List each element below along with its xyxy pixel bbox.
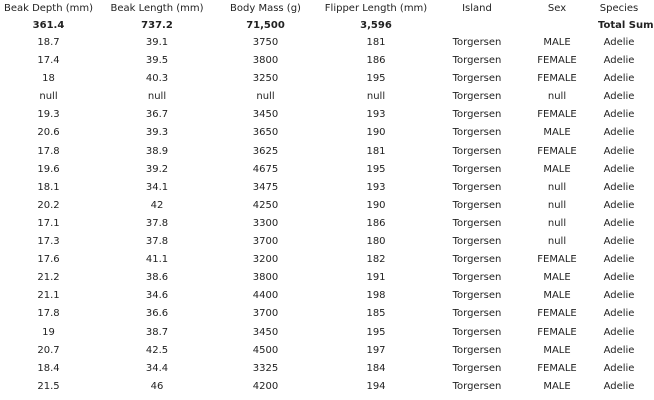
table-body: [0, 34, 640, 396]
cell-sex: MALE: [543, 163, 571, 175]
cell-sex: FEMALE: [537, 145, 577, 157]
cell-beak-depth: 17.8: [37, 145, 60, 157]
column-header-species[interactable]: Species: [599, 3, 639, 14]
cell-beak-length: 46: [150, 380, 164, 392]
table-row[interactable]: [0, 88, 640, 106]
cell-species: Adelie: [603, 145, 635, 157]
cell-island: Torgersen: [452, 181, 502, 193]
cell-body-mass: 4200: [252, 380, 279, 392]
cell-body-mass: 3625: [252, 145, 279, 157]
cell-island: Torgersen: [452, 37, 502, 48]
cell-beak-depth: 19.3: [37, 109, 60, 121]
cell-beak-length: 38.7: [145, 326, 169, 338]
table-row[interactable]: [0, 124, 640, 142]
cell-sex: null: [547, 91, 567, 103]
table-row[interactable]: [0, 143, 640, 161]
table-row[interactable]: [0, 269, 640, 287]
cell-beak-depth: 17.4: [37, 55, 60, 67]
cell-species: Adelie: [603, 37, 635, 48]
cell-species: Adelie: [603, 109, 635, 121]
cell-body-mass: 3450: [252, 326, 279, 338]
column-header-body-mass[interactable]: Body Mass (g): [230, 3, 301, 14]
cell-beak-length: 37.8: [145, 236, 169, 248]
cell-beak-length: 39.3: [145, 127, 169, 139]
cell-island: Torgersen: [452, 272, 502, 284]
cell-species: Adelie: [603, 308, 635, 320]
cell-island: Torgersen: [452, 236, 502, 248]
cell-species: Adelie: [603, 73, 635, 85]
cell-beak-depth: 20.2: [37, 199, 60, 211]
cell-body-mass: 3300: [252, 217, 279, 229]
table-row[interactable]: [0, 106, 640, 124]
cell-sex: null: [547, 181, 567, 193]
cell-island: Torgersen: [452, 73, 502, 85]
cell-beak-length: 37.8: [145, 217, 169, 229]
cell-beak-length: null: [147, 91, 167, 103]
table-row[interactable]: [0, 305, 640, 323]
cell-species: Adelie: [603, 362, 635, 374]
cell-sex: FEMALE: [537, 326, 577, 338]
cell-sex: MALE: [543, 37, 571, 48]
cell-beak-depth: 17.8: [37, 308, 60, 320]
cell-island: Torgersen: [452, 91, 502, 103]
table-row[interactable]: [0, 70, 640, 88]
cell-island: Torgersen: [452, 254, 502, 266]
cell-flipper-length: 182: [366, 254, 386, 266]
cell-flipper-length: 191: [366, 272, 386, 284]
table-row[interactable]: [0, 197, 640, 215]
cell-island: Torgersen: [452, 380, 502, 392]
total-flipper-length: 3,596: [360, 20, 392, 31]
cell-flipper-length: 195: [366, 163, 386, 175]
column-header-sex[interactable]: Sex: [547, 3, 567, 14]
column-header-beak-length[interactable]: Beak Length (mm): [110, 3, 204, 14]
table-row[interactable]: [0, 52, 640, 70]
cell-body-mass: 3250: [252, 73, 279, 85]
cell-sex: FEMALE: [537, 362, 577, 374]
cell-island: Torgersen: [452, 145, 502, 157]
cell-island: Torgersen: [452, 290, 502, 302]
cell-body-mass: null: [256, 91, 275, 103]
cell-flipper-length: 184: [366, 362, 386, 374]
table-row[interactable]: [0, 34, 640, 52]
cell-beak-depth: 20.7: [37, 344, 60, 356]
cell-beak-length: 34.1: [145, 181, 169, 193]
cell-beak-depth: 17.1: [37, 217, 60, 229]
table-row[interactable]: [0, 360, 640, 378]
cell-beak-depth: 17.6: [37, 254, 60, 266]
cell-beak-length: 42.5: [145, 344, 169, 356]
cell-species: Adelie: [603, 181, 635, 193]
cell-flipper-length: 190: [366, 199, 386, 211]
cell-beak-depth: 18.1: [37, 181, 60, 193]
column-header-flipper-length[interactable]: Flipper Length (mm): [324, 3, 428, 14]
cell-flipper-length: 190: [366, 127, 386, 139]
cell-beak-depth: 19.6: [37, 163, 60, 175]
cell-flipper-length: 193: [366, 181, 386, 193]
cell-flipper-length: 180: [366, 236, 386, 248]
cell-sex: null: [547, 236, 567, 248]
cell-sex: FEMALE: [537, 73, 577, 85]
table-row[interactable]: [0, 233, 640, 251]
cell-beak-depth: null: [39, 91, 58, 103]
cell-beak-depth: 18: [42, 73, 55, 85]
cell-island: Torgersen: [452, 163, 502, 175]
table-header-row: [0, 0, 640, 17]
cell-body-mass: 3475: [252, 181, 279, 193]
cell-island: Torgersen: [452, 217, 502, 229]
cell-sex: FEMALE: [537, 254, 577, 266]
cell-body-mass: 4500: [252, 344, 279, 356]
cell-sex: FEMALE: [537, 55, 577, 67]
cell-sex: null: [547, 217, 567, 229]
cell-flipper-length: 198: [366, 290, 386, 302]
cell-species: Adelie: [603, 91, 635, 103]
cell-beak-length: 39.2: [145, 163, 169, 175]
total-beak-length: 737.2: [141, 20, 173, 31]
cell-flipper-length: null: [366, 91, 386, 103]
table-row[interactable]: [0, 251, 640, 269]
cell-island: Torgersen: [452, 199, 502, 211]
cell-beak-length: 34.6: [145, 290, 169, 302]
cell-beak-depth: 17.3: [37, 236, 60, 248]
cell-flipper-length: 181: [366, 37, 386, 48]
total-beak-depth: 361.4: [32, 20, 65, 31]
cell-island: Torgersen: [452, 326, 502, 338]
cell-species: Adelie: [603, 326, 635, 338]
cell-flipper-length: 197: [366, 344, 386, 356]
cell-island: Torgersen: [452, 109, 502, 121]
cell-species: Adelie: [603, 163, 635, 175]
cell-body-mass: 4675: [252, 163, 279, 175]
cell-beak-length: 38.9: [145, 145, 169, 157]
cell-island: Torgersen: [452, 127, 502, 139]
cell-beak-length: 39.5: [145, 55, 169, 67]
total-body-mass: 71,500: [246, 20, 285, 31]
cell-species: Adelie: [603, 236, 635, 248]
cell-flipper-length: 193: [366, 109, 386, 121]
cell-beak-length: 39.1: [145, 37, 169, 48]
cell-beak-length: 42: [150, 199, 164, 211]
cell-island: Torgersen: [452, 308, 502, 320]
cell-beak-depth: 18.7: [37, 37, 60, 48]
cell-species: Adelie: [603, 217, 635, 229]
cell-sex: MALE: [543, 380, 571, 392]
cell-sex: MALE: [543, 290, 571, 302]
cell-island: Torgersen: [452, 362, 502, 374]
cell-beak-depth: 18.4: [37, 362, 60, 374]
cell-species: Adelie: [603, 55, 635, 67]
cell-beak-length: 40.3: [145, 73, 169, 85]
cell-beak-depth: 20.6: [37, 127, 60, 139]
column-header-island[interactable]: Island: [462, 3, 492, 14]
cell-body-mass: 3200: [252, 254, 279, 266]
cell-flipper-length: 195: [366, 326, 386, 338]
total-sum-label: Total Sum: [598, 20, 654, 31]
cell-sex: FEMALE: [537, 308, 577, 320]
cell-beak-length: 41.1: [145, 254, 169, 266]
table-row[interactable]: [0, 378, 640, 396]
cell-body-mass: 3700: [252, 308, 279, 320]
cell-flipper-length: 181: [366, 145, 386, 157]
totals-row: [0, 17, 640, 34]
total-sex: [516, 17, 598, 34]
cell-beak-length: 34.4: [145, 362, 169, 374]
cell-beak-length: 36.6: [145, 308, 169, 320]
cell-flipper-length: 186: [366, 217, 386, 229]
cell-body-mass: 3800: [252, 55, 279, 67]
cell-body-mass: 3450: [252, 109, 279, 121]
cell-body-mass: 3750: [252, 37, 279, 48]
cell-body-mass: 4250: [252, 199, 279, 211]
total-island: [438, 17, 516, 34]
cell-body-mass: 3800: [252, 272, 279, 284]
column-header-beak-depth[interactable]: Beak Depth (mm): [3, 3, 94, 14]
cell-flipper-length: 195: [366, 73, 386, 85]
cell-flipper-length: 185: [366, 308, 386, 320]
cell-species: Adelie: [603, 344, 635, 356]
cell-sex: null: [547, 199, 567, 211]
table-row[interactable]: [0, 161, 640, 179]
cell-beak-depth: 21.5: [37, 380, 60, 392]
cell-body-mass: 3325: [252, 362, 279, 374]
cell-beak-depth: 19: [42, 326, 55, 338]
cell-beak-length: 38.6: [145, 272, 169, 284]
cell-body-mass: 3650: [252, 127, 279, 139]
table-row[interactable]: [0, 324, 640, 342]
cell-beak-depth: 21.2: [37, 272, 60, 284]
cell-species: Adelie: [603, 199, 635, 211]
cell-species: Adelie: [603, 254, 635, 266]
cell-sex: MALE: [543, 344, 571, 356]
table-row[interactable]: [0, 215, 640, 233]
cell-body-mass: 4400: [252, 290, 279, 302]
cell-sex: MALE: [543, 127, 571, 139]
table-row[interactable]: [0, 287, 640, 305]
cell-sex: FEMALE: [537, 109, 577, 121]
cell-island: Torgersen: [452, 344, 502, 356]
cell-species: Adelie: [603, 127, 635, 139]
cell-species: Adelie: [603, 380, 635, 392]
cell-island: Torgersen: [452, 55, 502, 67]
table-row[interactable]: [0, 342, 640, 360]
cell-flipper-length: 194: [366, 380, 386, 392]
cell-beak-depth: 21.1: [37, 290, 60, 302]
cell-beak-length: 36.7: [145, 109, 169, 121]
table-row[interactable]: [0, 179, 640, 197]
cell-flipper-length: 186: [366, 55, 386, 67]
cell-sex: MALE: [543, 272, 571, 284]
cell-species: Adelie: [603, 290, 635, 302]
cell-species: Adelie: [603, 272, 635, 284]
cell-body-mass: 3700: [252, 236, 279, 248]
